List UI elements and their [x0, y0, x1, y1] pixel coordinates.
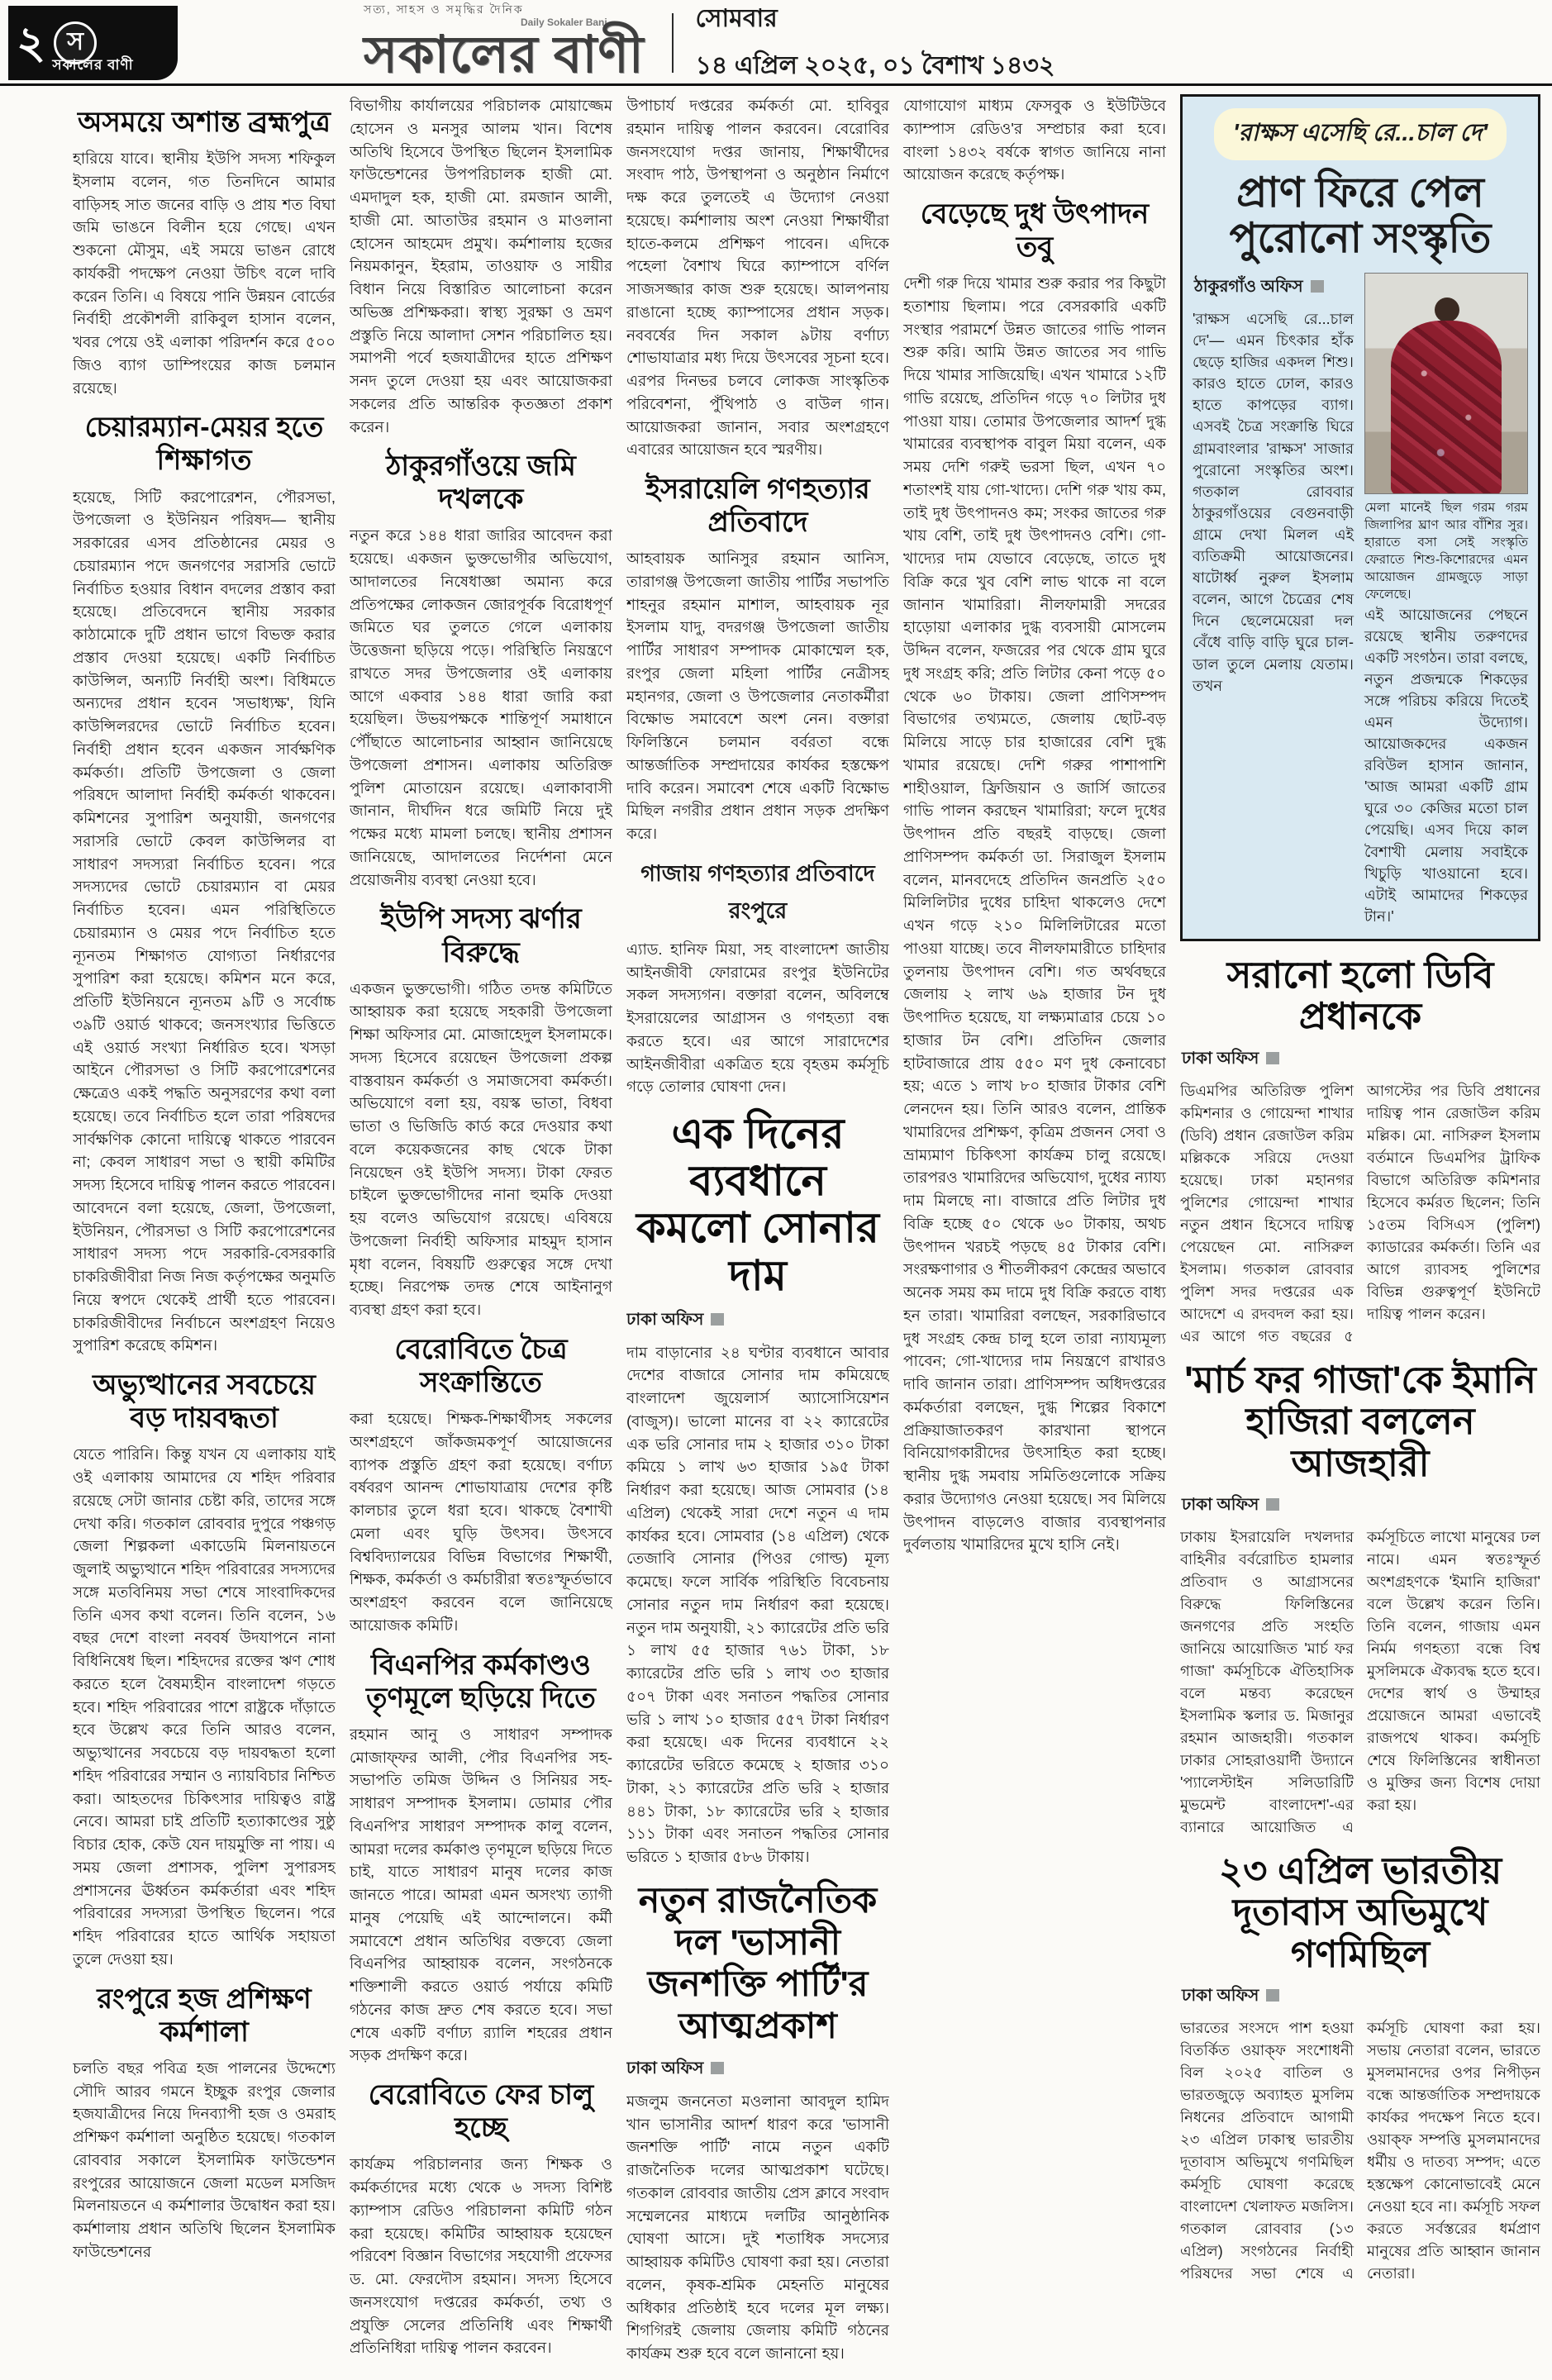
badge-label: সকালের বাণী	[52, 56, 134, 73]
feature-box	[1180, 94, 1540, 941]
article-headline: চেয়ারম্যান-মেয়র হতে শিক্ষাগত	[84, 412, 324, 477]
article-headline: অভ্যুত্থানের সবচেয়ে বড় দায়বদ্ধতা	[93, 1369, 316, 1435]
article	[626, 1880, 889, 2365]
article	[350, 94, 612, 438]
page-body	[0, 86, 1552, 2368]
feature-byline: ঠাকুরগাঁও অফিস	[1194, 274, 1354, 302]
article	[350, 1649, 612, 2067]
article-subhead: গাজায় গণহত্যার প্রতিবাদে রংপুরে	[640, 860, 875, 923]
article-body: ডিএমপির অতিরিক্ত পুলিশ কমিশনার ও গোয়েন্দা শাখার (ডিবি) প্রধান রেজাউল করিম মল্লিককে সরিয়ে দেওয়া হয়েছে। ঢাকা মহানগর পুলিশের গোয়েন্দা শাখার নতুন প্রধান হিসেবে দায়িত্ব পেয়েছেন মো. নাসিরুল ইসলাম। গতকাল রোববার পুলিশ সদর দপ্তরের এক আদেশে এ রদবদল করা হয়। এর আগে গত বছরের ৫ আগস্টের পর ডিবি প্রধানের দায়িত্ব পান রেজাউল করিম মল্লিক। মো. নাসিরুল ইসলাম বর্তমানে ডিএমপির ট্রাফিক বিভাগে অতিরিক্ত কমিশনার হিসেবে কর্মরত ছিলেন; তিনি ১৫তম বিসিএস (পুলিশ) ক্যাডারের কর্মকর্তা। তিনি এর আগে র‍্যাবসহ পুলিশের বিভিন্ন গুরুত্বপূর্ণ ইউনিটে দায়িত্ব পালন করেন।	[1180, 1082, 1540, 1345]
article-headline: বেরোবিতে চৈত্র সংক্রান্তিতে	[394, 1333, 568, 1399]
photo-figure-head	[1435, 298, 1459, 322]
date-block	[695, 0, 1055, 88]
article	[350, 450, 612, 891]
article-headline: ২৩ এপ্রিল ভারতীয় দূতাবাস অভিমুখে গণমিছিল	[1218, 1849, 1502, 1975]
masthead	[0, 0, 1552, 86]
brand-english-name: Daily Sokaler Bani	[521, 17, 607, 28]
feature-body-right: এই আয়োজনের পেছনে রয়েছে স্থানীয় তরুণদের একটি সংগঠন। তারা বলছে, নতুন প্রজন্মকে শিকড়ের সঙ্গে পরিচয় করিয়ে দিতেই এমন উদ্যোগ। আয়োজকদের একজন রবিউল হাসান জানান, 'আজ আমরা একটি গ্রাম ঘুরে ৩০ কেজির মতো চাল পেয়েছি। এসব দিয়ে কাল বৈশাখী মেলায় সবাইকে খিচুড়ি খাওয়ানো হবে। এটাই আমাদের শিকড়ের টান।'	[1364, 606, 1528, 925]
article	[1180, 1359, 1540, 1839]
article	[626, 857, 889, 1098]
feature-photo	[1364, 273, 1528, 494]
article-byline: ঢাকা অফিস	[626, 2056, 889, 2083]
newspaper-monogram-icon: স	[54, 21, 97, 64]
photo-figure-sari	[1391, 321, 1501, 494]
rail-articles	[1180, 954, 1540, 2285]
column-1	[73, 94, 336, 2368]
photo-caption: মেলা মানেই ছিল গরম গরম জিলাপির ঘ্রাণ আর বাঁশির সুর। হারাতে বসা সেই সংস্কৃতি ফেরাতে শিশু-কিশোরদের এমন আয়োজন গ্রামজুড়ে সাড়া ফেলেছে।	[1364, 501, 1528, 602]
column-4	[903, 94, 1166, 2368]
article-body: উপাচার্য দপ্তরের কর্মকর্তা মো. হাবিবুর রহমান দায়িত্ব পালন করবেন। বেরোবির জনসংযোগ দপ্তর জানায়, শিক্ষার্থীদের সংবাদ পাঠ, উপস্থাপনা ও অনুষ্ঠান নির্মাণে দক্ষ করে তুলতেই এ উদ্যোগ নেওয়া হয়েছে। কর্মশালায় অংশ নেওয়া শিক্ষার্থীরা হাতে-কলমে প্রশিক্ষণ পাবেন। এদিকে পহেলা বৈশাখ ঘিরে ক্যাম্পাসে বর্ণিল সাজসজ্জার কাজ শুরু হয়েছে। আলপনায় রাঙানো হচ্ছে ক্যাম্পাসের প্রধান সড়ক। নববর্ষের দিন সকাল ৯টায় বর্ণাঢ্য শোভাযাত্রার মধ্য দিয়ে উৎসবের সূচনা হবে। এরপর দিনভর চলবে লোকজ সাংস্কৃতিক পরিবেশনা, পুঁথিপাঠ ও বাউল গান। আয়োজকরা জানান, সবার অংশগ্রহণে এবারের আয়োজন হবে স্মরণীয়।	[626, 97, 889, 459]
article-body: এ্যাড. হানিফ মিয়া, সহ বাংলাদেশ জাতীয় আইনজীবী ফোরামের রংপুর ইউনিটের সকল সদস্যগন। বক্তারা বলেন, অবিলম্বে ইসরায়েলের আগ্রাসন ও গণহত্যা বন্ধ করতে হবে। এর আগে সারাদেশের আইনজীবীরা একত্রিত হয়ে বৃহত্তম কর্মসূচি গড়ে তোলার ঘোষণা দেন।	[626, 940, 889, 1096]
page-number-badge	[8, 6, 178, 80]
masthead-divider	[672, 13, 674, 73]
article-headline: এক দিনের ব্যবধানে কমলো সোনার দাম	[636, 1110, 879, 1299]
article-byline: ঢাকা অফিস	[1182, 1492, 1540, 1520]
article-headline: বেড়েছে দুধ উৎপাদন তবু	[920, 198, 1150, 264]
right-rail	[1180, 94, 1540, 2368]
article	[350, 902, 612, 1321]
article	[73, 106, 336, 399]
article-headline: ইসরায়েলি গণহত্যার প্রতিবাদে	[645, 474, 870, 539]
column-2	[350, 94, 612, 2368]
article-headline: অসময়ে অশান্ত ব্রহ্মপুত্র	[77, 107, 331, 138]
article	[626, 473, 889, 845]
feature-columns	[1193, 273, 1528, 927]
newspaper-title: সকালের বাণী	[364, 26, 645, 83]
feature-kicker: 'রাক্ষস এসেছি রে...চাল দে'	[1214, 108, 1507, 160]
article	[73, 411, 336, 1357]
article	[73, 1983, 336, 2263]
article	[350, 2078, 612, 2359]
article-body: হারিয়ে যাবে। স্থানীয় ইউপি সদস্য শফিকুল ইসলাম বলেন, গত তিনদিনে আমার বাড়িসহ সাত জনের বাড়ি ও প্রায় শত বিঘা জমি ভাঙনে বিলীন হয়ে গেছে। এখন শুকনো মৌসুম, এই সময়ে ভাঙন রোধে কার্যকরী পদক্ষেপ নেওয়া উচিৎ বলে দাবি করেন তিনি। এ বিষয়ে পানি উন্নয়ন বোর্ডের নির্বাহী প্রকৌশলী রাকিবুল হাসান বলেন, খবর পেয়ে ওই এলাকা পরিদর্শন করে ৫০০ জিও ব্যাগ ডাম্পিংয়ের কাজ চলমান রয়েছে।	[73, 150, 336, 397]
article-body: চলতি বছর পবিত্র হজ পালনের উদ্দেশ্যে সৌদি আরব গমনে ইচ্ছুক রংপুর জেলার হজযাত্রীদের নিয়ে দিনব্যাপী হজ ও ওমরাহ প্রশিক্ষণ কর্মশালা অনুষ্ঠিত হয়েছে। গতকাল রোববার সকালে ইসলামিক ফাউন্ডেশন রংপুরের আয়োজনে জেলা মডেল মসজিদ মিলনায়তনে এ কর্মশালার উদ্বোধন করা হয়। কর্মশালায় প্রধান অতিথি ছিলেন ইসলামিক ফাউন্ডেশনের	[73, 2059, 336, 2260]
article	[903, 94, 1166, 186]
article	[626, 1110, 889, 1868]
article-body: দাম বাড়ানোর ২৪ ঘণ্টার ব্যবধানে আবার দেশের বাজারে সোনার দাম কমিয়েছে বাংলাদেশ জুয়েলার্স অ্যাসোসিয়েশন (বাজুস)। ভালো মানের বা ২২ ক্যারেটের এক ভরি সোনার দাম ২ হাজার ৩১০ টাকা কমিয়ে ১ লাখ ৬৩ হাজার ১৯৫ টাকা নির্ধারণ করা হয়েছে। আজ সোমবার (১৪ এপ্রিল) থেকেই সারা দেশে নতুন এ দাম কার্যকর হবে। সোমবার (১৪ এপ্রিল) থেকে তেজাবি সোনার (পিওর গোল্ড) মূল্য কমেছে। ফলে সার্বিক পরিস্থিতি বিবেচনায় সোনার নতুন দাম নির্ধারণ করা হয়েছে। নতুন দাম অনুযায়ী, ২১ ক্যারেটের প্রতি ভরি ১ লাখ ৫৫ হাজার ৭৬১ টাকা, ১৮ ক্যারেটের প্রতি ভরি ১ লাখ ৩৩ হাজার ৫০৭ টাকা এবং সনাতন পদ্ধতির সোনার ভরি ১ লাখ ১০ হাজার ৫৫৭ টাকা নির্ধারণ করা হয়েছে। এক দিনের ব্যবধানে ২২ ক্যারেটের ভরিতে কমেছে ২ হাজার ৩১০ টাকা, ২১ ক্যারেটের প্রতি ভরি ২ হাজার ৪৪১ টাকা, ১৮ ক্যারেটের ভরি ২ হাজার ১১১ টাকা এবং সনাতন পদ্ধতির সোনার ভরিতে ১ হাজার ৫৮৬ টাকায়।	[626, 1343, 889, 1866]
article-byline: ঢাকা অফিস	[626, 1307, 889, 1335]
article-body: রহমান আনু ও সাধারণ সম্পাদক মোজাফ্‌ফর আলী, পৌর বিএনপির সহ-সভাপতি তমিজ উদ্দিন ও সিনিয়র সহ-সাধারণ সম্পাদক ইসলাম। ডোমার পৌর বিএনপি'র সাধারণ সম্পাদক কালু বলেন, আমরা দলের কর্মকাণ্ড তৃণমূলে ছড়িয়ে দিতে চাই, যাতে সাধারণ মানুষ দলের কাজ জানতে পারে। আমরা এমন অসংখ্য ত্যাগী মানুষ পেয়েছি এই আন্দোলনে। কর্মী সমাবেশে প্রধান অতিথির বক্তব্যে জেলা বিএনপির আহ্বায়ক বলেন, সংগঠনকে শক্তিশালী করতে ওয়ার্ড পর্যায়ে কমিটি গঠনের কাজ দ্রুত শেষ করতে হবে। সভা শেষে একটি বর্ণাঢ্য র‍্যালি শহরের প্রধান সড়ক প্রদক্ষিণ করে।	[350, 1725, 612, 2064]
article	[626, 94, 889, 461]
article-byline: ঢাকা অফিস	[1182, 1046, 1540, 1073]
article-body: দেশী গরু দিয়ে খামার শুরু করার পর কিছুটা হতাশায় ছিলাম। পরে বেসরকারি একটি সংস্থার পরামর্শে উন্নত জাতের গাভি পালন শুরু করি। আমি উন্নত জাতের সব গাভি দিয়ে খামার সাজিয়েছি। এখন খামারে ১২টি গাভি রয়েছে, প্রতিদিন গড়ে ৭০ লিটার দুধ পাওয়া যায়। তোমার উপজেলার আদর্শ দুগ্ধ খামারের ব্যবস্থাপক বাবুল মিয়া বলেন, এক সময় দেশি গরুই ভরসা ছিল, এখন ৭০ শতাংশই যায় গো-খাদ্যে। দেশি গরু খায় কম, তাই দুধ উৎপাদনও কম; সংকর জাতের গরু খায় বেশি, তাই দুধ উৎপাদনও বেশি। গো-খাদ্যের দাম যেভাবে বেড়েছে, তাতে দুধ বিক্রি করে খুব বেশি লাভ থাকে না বলে জানান খামারিরা। নীলফামারী সদরের হাড়োয়া এলাকার দুগ্ধ ব্যবসায়ী মোসলেম উদ্দিন বলেন, ফজরের পর থেকে গ্রাম ঘুরে দুধ সংগ্রহ করি; প্রতি লিটার কেনা পড়ে ৫০ থেকে ৬০ টাকায়। জেলা প্রাণিসম্পদ বিভাগের তথ্যমতে, জেলায় ছোট-বড় মিলিয়ে সাড়ে চার হাজারের বেশি দুগ্ধ খামার রয়েছে। দেশি গরুর পাশাপাশি শাহীওয়াল, ফ্রিজিয়ান ও জার্সি জাতের গাভি পালন করছেন খামারিরা; ফলে দুধের উৎপাদন প্রতি বছরই বাড়ছে। জেলা প্রাণিসম্পদ কর্মকর্তা ডা. সিরাজুল ইসলাম বলেন, মানবদেহে প্রতিদিন জনপ্রতি ২৫০ মিলিলিটার দুধের চাহিদা থাকলেও দেশে এখন গড়ে ২১০ মিলিলিটারের মতো পাওয়া যাচ্ছে। তবে নীলফামারীতে চাহিদার তুলনায় উৎপাদন বেশি। গত অর্থবছরে জেলায় ২ লাখ ৬৯ হাজার টন দুধ উৎপাদিত হয়েছে, যা লক্ষ্যমাত্রার চেয়ে ১০ হাজার টন বেশি। প্রতিদিন জেলার হাটবাজারে প্রায় ৫৫০ মণ দুধ কেনাবেচা হয়; এতে ১ লাখ ৮০ হাজার টাকার বেশি লেনদেন হয়। তিনি আরও বলেন, প্রান্তিক খামারিদের প্রশিক্ষণ, কৃত্রিম প্রজনন সেবা ও ভ্রাম্যমাণ চিকিৎসা কার্যক্রম চালু রয়েছে। তারপরও খামারিদের অভিযোগ, দুধের ন্যায্য দাম মিলছে না। বাজারে প্রতি লিটার দুধ বিক্রি হচ্ছে ৫০ থেকে ৬০ টাকায়, অথচ উৎপাদন খরচই পড়ছে ৪৫ টাকার বেশি। সংরক্ষণাগার ও শীতলীকরণ কেন্দ্রের অভাবে অনেক সময় কম দামে দুধ বিক্রি করতে বাধ্য হন তারা। খামারিরা বলছেন, সরকারিভাবে দুধ সংগ্রহ কেন্দ্র চালু হলে তারা ন্যায্যমূল্য পাবেন; গো-খাদ্যের দাম নিয়ন্ত্রণে রাখারও দাবি জানান তারা। প্রাণিসম্পদ অধিদপ্তরের কর্মকর্তারা বলছেন, দুগ্ধ শিল্পের বিকাশে প্রক্রিয়াজাতকরণ কারখানা স্থাপনে বিনিয়োগকারীদের উৎসাহিত করা হচ্ছে। স্থানীয় দুগ্ধ সমবায় সমিতিগুলোকে সক্রিয় করার উদ্যোগও নেওয়া হয়েছে। সব মিলিয়ে উৎপাদন বাড়লেও বাজার ব্যবস্থাপনার দুর্বলতায় খামারিদের মুখে হাসি নেই।	[903, 274, 1166, 1554]
brand-tagline: সত্য, সাহস ও সমৃদ্ধির দৈনিক	[364, 2, 524, 17]
article-headline: রংপুরে হজ প্রশিক্ষণ কর্মশালা	[97, 1983, 312, 2048]
column-3	[626, 94, 889, 2368]
article	[903, 198, 1166, 1556]
article	[73, 1368, 336, 1970]
article-byline: ঢাকা অফিস	[1182, 1983, 1540, 2011]
article	[1180, 1850, 1540, 2285]
feature-body-left: 'রাক্ষস এসেছি রে...চাল দে'— এমন চিৎকার হাঁক ছেড়ে হাজির একদল শিশু। কারও হাতে ঢোল, কারও হাতে কাপড়ের ব্যাগ। এসবই চৈত্র সংক্রান্তি ঘিরে গ্রামবাংলার 'রাক্ষস' সাজার পুরোনো সংস্কৃতির অংশ। গতকাল রোববার ঠাকুরগাঁওয়ের বেগুনবাড়ী গ্রামে দেখা মিলল এই ব্যতিক্রমী আয়োজনের। ষাটোর্ধ্ব নুরুল ইসলাম বলেন, আগে চৈত্রের শেষ দিনে ছেলেমেয়েরা দল বেঁধে বাড়ি বাড়ি ঘুরে চাল-ডাল তুলে মেলায় যেতাম। তখন	[1193, 311, 1354, 694]
article-headline: বেরোবিতে ফের চালু হচ্ছে	[368, 2079, 594, 2144]
article-headline: নতুন রাজনৈতিক দল 'ভাসানী জনশক্তি পার্টি'র আত্মপ্রকাশ	[638, 1880, 878, 2047]
article-headline: বিএনপির কর্মকাণ্ডও তৃণমূলে ছড়িয়ে দিতে	[366, 1649, 596, 1714]
article	[1180, 954, 1540, 1348]
newspaper-brand	[364, 3, 644, 81]
article-body: বিভাগীয় কার্যালয়ের পরিচালক মোয়াজ্জেম হোসেন ও মনসুর আলম খান। বিশেষ অতিথি হিসেবে উপস্থিত ছিলেন ইসলামিক ফাউন্ডেশনের উপপরিচালক হাজী মো. এমদাদুল হক, হাজী মো. রমজান আলী, হাজী মো. আতাউর রহমান ও মাওলানা হোসেন আহমেদ প্রমুখ। কর্মশালায় হজের নিয়মকানুন, ইহরাম, তাওয়াফ ও সায়ীর বিধান নিয়ে বিস্তারিত আলোচনা করেন অভিজ্ঞ প্রশিক্ষকরা। স্বাস্থ্য সুরক্ষা ও ভ্রমণ প্রস্তুতি নিয়ে আলাদা সেশন পরিচালিত হয়। সমাপনী পর্বে হজযাত্রীদের হাতে প্রশিক্ষণ সনদ তুলে দেওয়া হয় এবং আয়োজকরা সকলের প্রতি আন্তরিক কৃতজ্ঞতা প্রকাশ করেন।	[350, 97, 612, 436]
article-body: আহবায়ক আনিসুর রহমান আনিস, তারাগঞ্জ উপজেলা জাতীয় পার্টির সভাপতি শাহনুর রহমান মাশাল, আহবায়ক নূর ইসলাম যাদু, বদরগঞ্জ উপজেলা জাতীয় পার্টির সাধারণ সম্পাদক মোকাম্মেল হক, রংপুর জেলা মহিলা পার্টির নেত্রীসহ মহানগর, জেলা ও উপজেলার নেতাকর্মীরা বিক্ষোভ সমাবেশে অংশ নেন। বক্তারা ফিলিস্তিনে চলমান বর্বরতা বন্ধে আন্তর্জাতিক সম্প্রদায়ের কার্যকর হস্তক্ষেপ দাবি করেন। সমাবেশ শেষে একটি বিক্ষোভ মিছিল নগরীর প্রধান প্রধান সড়ক প্রদক্ষিণ করে।	[626, 550, 889, 843]
date-line: ১৪ এপ্রিল ২০২৫, ০১ বৈশাখ ১৪৩২	[695, 51, 1055, 79]
article-body: কার্যক্রম পরিচালনার জন্য শিক্ষক ও কর্মকর্তাদের মধ্যে থেকে ৬ সদস্য বিশিষ্ট ক্যাম্পাস রেডিও পরিচালনা কমিটি গঠন করা হয়েছে। কমিটির আহ্বায়ক হয়েছেন পরিবেশ বিজ্ঞান বিভাগের সহযোগী প্রফেসর ড. মো. ফেরদৌস রহমান। সদস্য হিসেবে জনসংযোগ দপ্তরের কর্মকর্তা, তথ্য ও প্রযুক্তি সেলের প্রতিনিধি এবং শিক্ষার্থী প্রতিনিধিরা দায়িত্ব পালন করবেন।	[350, 2155, 612, 2357]
page-number: ২	[17, 17, 46, 68]
article-body: যেতে পারিনি। কিন্তু যখন যে এলাকায় যাই ওই এলাকায় আমাদের যে শহিদ পরিবার রয়েছে সেটা জানার চেষ্টা করি, তাদের সঙ্গে দেখা করি। গতকাল রোববার দুপুরে পঞ্চগড় জেলা শিল্পকলা একাডেমি মিলনায়তনে জুলাই অভ্যুত্থানে শহিদ পরিবারের সদস্যদের সঙ্গে মতবিনিময় সভা শেষে সাংবাদিকদের তিনি এসব কথা বলেন। তিনি বলেন, ১৬ বছর দেশে বাংলা নববর্ষ উদযাপনে নানা বিধিনিষেধ ছিল। শহিদদের রক্তের ঋণ শোধ করতে হলে বৈষম্যহীন বাংলাদেশ গড়তে হবে। শহিদ পরিবারের পাশে রাষ্ট্রকে দাঁড়াতে হবে উল্লেখ করে তিনি আরও বলেন, অভ্যুত্থানের সবচেয়ে বড় দায়বদ্ধতা হলো শহিদ পরিবারের সম্মান ও ন্যায়বিচার নিশ্চিত করা। আহতদের চিকিৎসার দায়িত্বও রাষ্ট্র নেবে। আমরা চাই প্রতিটি হত্যাকাণ্ডের সুষ্ঠু বিচার হোক, কেউ যেন দায়মুক্তি না পায়। এ সময় জেলা প্রশাসক, পুলিশ সুপারসহ প্রশাসনের ঊর্ধ্বতন কর্মকর্তারা এবং শহিদ পরিবারের সদস্যরা উপস্থিত ছিলেন। পরে শহিদ পরিবারের হাতে আর্থিক সহায়তা তুলে দেওয়া হয়।	[73, 1445, 336, 1968]
article-headline: 'মার্চ ফর গাজা'কে ইমানি হাজিরা বললেন আজহারী	[1184, 1358, 1536, 1484]
article-body: করা হয়েছে। শিক্ষক-শিক্ষার্থীসহ সকলের অংশগ্রহণে জাঁকজমকপূর্ণ আয়োজনের ব্যাপক প্রস্তুতি গ্রহণ করা হয়েছে। বর্ণাঢ্য বর্ষবরণ আনন্দ শোভাযাত্রায় দেশের কৃষ্টি কালচার তুলে ধরা হবে। থাকছে বৈশাখী মেলা এবং ঘুড়ি উৎসব। উৎসবে বিশ্ববিদ্যালয়ের বিভিন্ন বিভাগের শিক্ষার্থী, শিক্ষক, কর্মকর্তা ও কর্মচারীরা স্বতঃস্ফূর্তভাবে অংশগ্রহণ করবেন বলে জানিয়েছে আয়োজক কমিটি।	[350, 1410, 612, 1634]
article-body: একজন ভুক্তভোগী। গঠিত তদন্ত কমিটিতে আহ্বায়ক করা হয়েছে সহকারী উপজেলা শিক্ষা অফিসার মো. মোজাহেদুল ইসলামকে। সদস্য হিসেবে রয়েছেন উপজেলা প্রকল্প বাস্তবায়ন কর্মকর্তা ও সমাজসেবা কর্মকর্তা। অভিযোগে বলা হয়, বয়স্ক ভাতা, বিধবা ভাতা ও ভিজিডি কার্ড করে দেওয়ার কথা বলে কয়েকজনের কাছ থেকে টাকা নিয়েছেন ওই ইউপি সদস্য। টাকা ফেরত চাইলে ভুক্তভোগীদের নানা হুমকি দেওয়া হয় বলেও অভিযোগ রয়েছে। এবিষয়ে উপজেলা নির্বাহী অফিসার মাহমুদ হাসান মৃধা বলেন, বিষয়টি গুরুত্বের সঙ্গে দেখা হচ্ছে। নিরপেক্ষ তদন্ত শেষে আইনানুগ ব্যবস্থা গ্রহণ করা হবে।	[350, 979, 612, 1319]
article-body: হয়েছে, সিটি করপোরেশন, পৌরসভা, উপজেলা ও ইউনিয়ন পরিষদ— স্থানীয় সরকারের এসব প্রতিষ্ঠানের মেয়র ও চেয়ারম্যান পদে জনগণের সরাসরি ভোটে নির্বাচিত হওয়ার বিধান বদলের প্রস্তাব করা হয়েছে। প্রতিবেদনে স্থানীয় সরকার কাঠামোকে দুটি প্রধান ভাগে বিভক্ত করার প্রস্তাব দেওয়া হয়েছে। একটি নির্বাচিত কাউন্সিল, অন্যটি নির্বাহী অংশ। বিধিমতে অন্যদের প্রধান হবেন 'সভাধ্যক্ষ', যিনি কাউন্সিলরদের ভোটে নির্বাচিত হবেন। নির্বাহী প্রধান হবেন একজন সার্বক্ষণিক কর্মকর্তা। প্রতিটি উপজেলা ও জেলা পরিষদে আলাদা নির্বাহী কর্মকর্তা থাকবেন। কমিশনের সুপারিশ অনুযায়ী, জনগণের সরাসরি ভোটে কেবল কাউন্সিলর বা সাধারণ সদস্যরা নির্বাচিত হবেন। পরে সদস্যদের ভোটে চেয়ারম্যান বা মেয়র নির্বাচিত হবেন। এমন পরিস্থিতিতে চেয়ারম্যান ও মেয়র পদে নির্বাচিত হতে ন্যূনতম শিক্ষাগত যোগ্যতা নির্ধারণের সুপারিশ করা হয়েছে। কমিশন মনে করে, প্রতিটি ইউনিয়নে ন্যূনতম ৯টি ও সর্বোচ্চ ৩৯টি ওয়ার্ড থাকবে; জনসংখ্যার ভিত্তিতে এই ওয়ার্ড সংখ্যা নির্ধারিত হবে। খসড়া আইনে পৌরসভা ও সিটি করপোরেশনের ক্ষেত্রেও একই পদ্ধতি অনুসরণের কথা বলা হয়েছে। তবে নির্বাচিত হলে তারা পরিষদের সার্বক্ষণিক কোনো দায়িত্বে থাকতে পারবেন না; কেবল সাধারণ সভা ও স্থায়ী কমিটির সদস্য হিসেবে দায়িত্ব পালন করতে পারবেন। আবেদনে বলা হয়েছে, জেলা, উপজেলা, ইউনিয়ন, পৌরসভা ও সিটি করপোরেশনের সাধারণ সদস্য পদে সরকারি-বেসরকারি চাকরিজীবীরা নিজ নিজ কর্তৃপক্ষের অনুমতি নিয়ে স্বপদে থেকেই প্রার্থী হতে পারবেন। চাকরিজীবীদের নির্বাচনে অংশগ্রহণ নিয়েও সুপারিশ করেছে কমিশন।	[73, 488, 336, 1354]
article	[350, 1333, 612, 1637]
article-body: যোগাযোগ মাধ্যম ফেসবুক ও ইউটিউবে ক্যাম্পাস রেডিও'র সম্প্রচার করা হবে। বাংলা ১৪৩২ বর্ষকে স্বাগত জানিয়ে নানা আয়োজন করেছে কর্তৃপক্ষ।	[903, 97, 1166, 183]
article-headline: সরানো হলো ডিবি প্রধানকে	[1226, 953, 1494, 1038]
feature-text-left	[1193, 273, 1354, 927]
article-body: ভারতের সংসদে পাশ হওয়া বিতর্কিত ওয়াক্‌ফ সংশোধনী বিল ২০২৫ বাতিল ও ভারতজুড়ে অব্যাহত মুসলিম নিধনের প্রতিবাদে আগামী ২৩ এপ্রিল ঢাকাস্থ ভারতীয় দূতাবাস অভিমুখে গণমিছিল কর্মসূচি ঘোষণা করেছে বাংলাদেশ খেলাফত মজলিস। গতকাল রোববার (১৩ এপ্রিল) সংগঠনের নির্বাহী পরিষদের সভা শেষে এ কর্মসূচি ঘোষণা করা হয়। সভায় নেতারা বলেন, ভারতে মুসলমানদের ওপর নিপীড়ন বন্ধে আন্তর্জাতিক সম্প্রদায়কে কার্যকর পদক্ষেপ নিতে হবে। ওয়াক্‌ফ সম্পত্তি মুসলমানদের ধর্মীয় ও দাতব্য সম্পদ; এতে হস্তক্ষেপ কোনোভাবেই মেনে নেওয়া হবে না। কর্মসূচি সফল করতে সর্বস্তরের ধর্মপ্রাণ মানুষের প্রতি আহ্বান জানান নেতারা।	[1180, 2020, 1540, 2282]
article-headline: ঠাকুরগাঁওয়ে জমি দখলকে	[386, 450, 576, 516]
article-body: ঢাকায় ইসরায়েলি দখলদার বাহিনীর বর্বরোচিত হামলার প্রতিবাদ ও আগ্রাসনের বিরুদ্ধে ফিলিস্তিনের জনগণের প্রতি সংহতি জানিয়ে আয়োজিত 'মার্চ ফর গাজা' কর্মসূচিকে ঐতিহাসিক বলে মন্তব্য করেছেন ইসলামিক স্কলার ড. মিজানুর রহমান আজহারী। গতকাল ঢাকার সোহরাওয়ার্দী উদ্যানে 'প্যালেস্টাইন সলিডারিটি মুভমেন্ট বাংলাদেশ'-এর ব্যানারে আয়োজিত এ কর্মসূচিতে লাখো মানুষের ঢল নামে। এমন স্বতঃস্ফূর্ত অংশগ্রহণকে 'ইমানি হাজিরা' বলে উল্লেখ করেন তিনি। তিনি বলেন, গাজায় এমন নির্মম গণহত্যা বন্ধে বিশ্ব মুসলিমকে ঐক্যবদ্ধ হতে হবে। দেশের স্বার্থ ও উম্মাহর প্রয়োজনে আমরা এভাবেই রাজপথে থাকব। কর্মসূচি শেষে ফিলিস্তিনের স্বাধীনতা ও মুক্তির জন্য বিশেষ দোয়া করা হয়।	[1180, 1528, 1540, 1835]
feature-headline: প্রাণ ফিরে পেল পুরোনো সংস্কৃতি	[1229, 169, 1492, 261]
article-headline: ইউপি সদস্য ঝর্ণার বিরুদ্ধে	[380, 903, 582, 969]
feature-text-right	[1364, 273, 1528, 927]
article-body: নতুন করে ১৪৪ ধারা জারির আবেদন করা হয়েছে। একজন ভুক্তভোগীর অভিযোগ, আদালতের নিষেধাজ্ঞা অমান্য করে প্রতিপক্ষের লোকজন জোরপূর্বক বিরোধপূর্ণ জমিতে ঘর তুলতে গেলে এলাকায় উত্তেজনা ছড়িয়ে পড়ে। পরিস্থিতি নিয়ন্ত্রণে রাখতে সদর উপজেলার ওই এলাকায় আগে একবার ১৪৪ ধারা জারি করা হয়েছিল। উভয়পক্ষকে শান্তিপূর্ণ সমাধানে পৌঁছাতে আলোচনার আহ্বান জানিয়েছে উপজেলা প্রশাসন। এলাকায় অতিরিক্ত পুলিশ মোতায়েন রয়েছে। এলাকাবাসী জানান, দীর্ঘদিন ধরে জমিটি নিয়ে দুই পক্ষের মধ্যে মামলা চলছে। স্থানীয় প্রশাসন জানিয়েছে, আদালতের নির্দেশনা মেনে প্রয়োজনীয় ব্যবস্থা নেওয়া হবে।	[350, 526, 612, 888]
article-body: মজলুম জননেতা মওলানা আবদুল হামিদ খান ভাসানীর আদর্শ ধারণ করে 'ভাসানী জনশক্তি পার্টি' নামে নতুন একটি রাজনৈতিক দলের আত্মপ্রকাশ ঘটেছে। গতকাল রোববার জাতীয় প্রেস ক্লাবে সংবাদ সম্মেলনের মাধ্যমে দলটির আনুষ্ঠানিক ঘোষণা আসে। দুই শতাধিক সদস্যের আহ্বায়ক কমিটিও ঘোষণা করা হয়। নেতারা বলেন, কৃষক-শ্রমিক মেহনতি মানুষের অধিকার প্রতিষ্ঠাই হবে দলের মূল লক্ষ্য। শিগগিরই জেলায় জেলায় কমিটি গঠনের কার্যক্রম শুরু হবে বলে জানানো হয়।	[626, 2092, 889, 2363]
weekday: সোমবার	[695, 4, 778, 32]
